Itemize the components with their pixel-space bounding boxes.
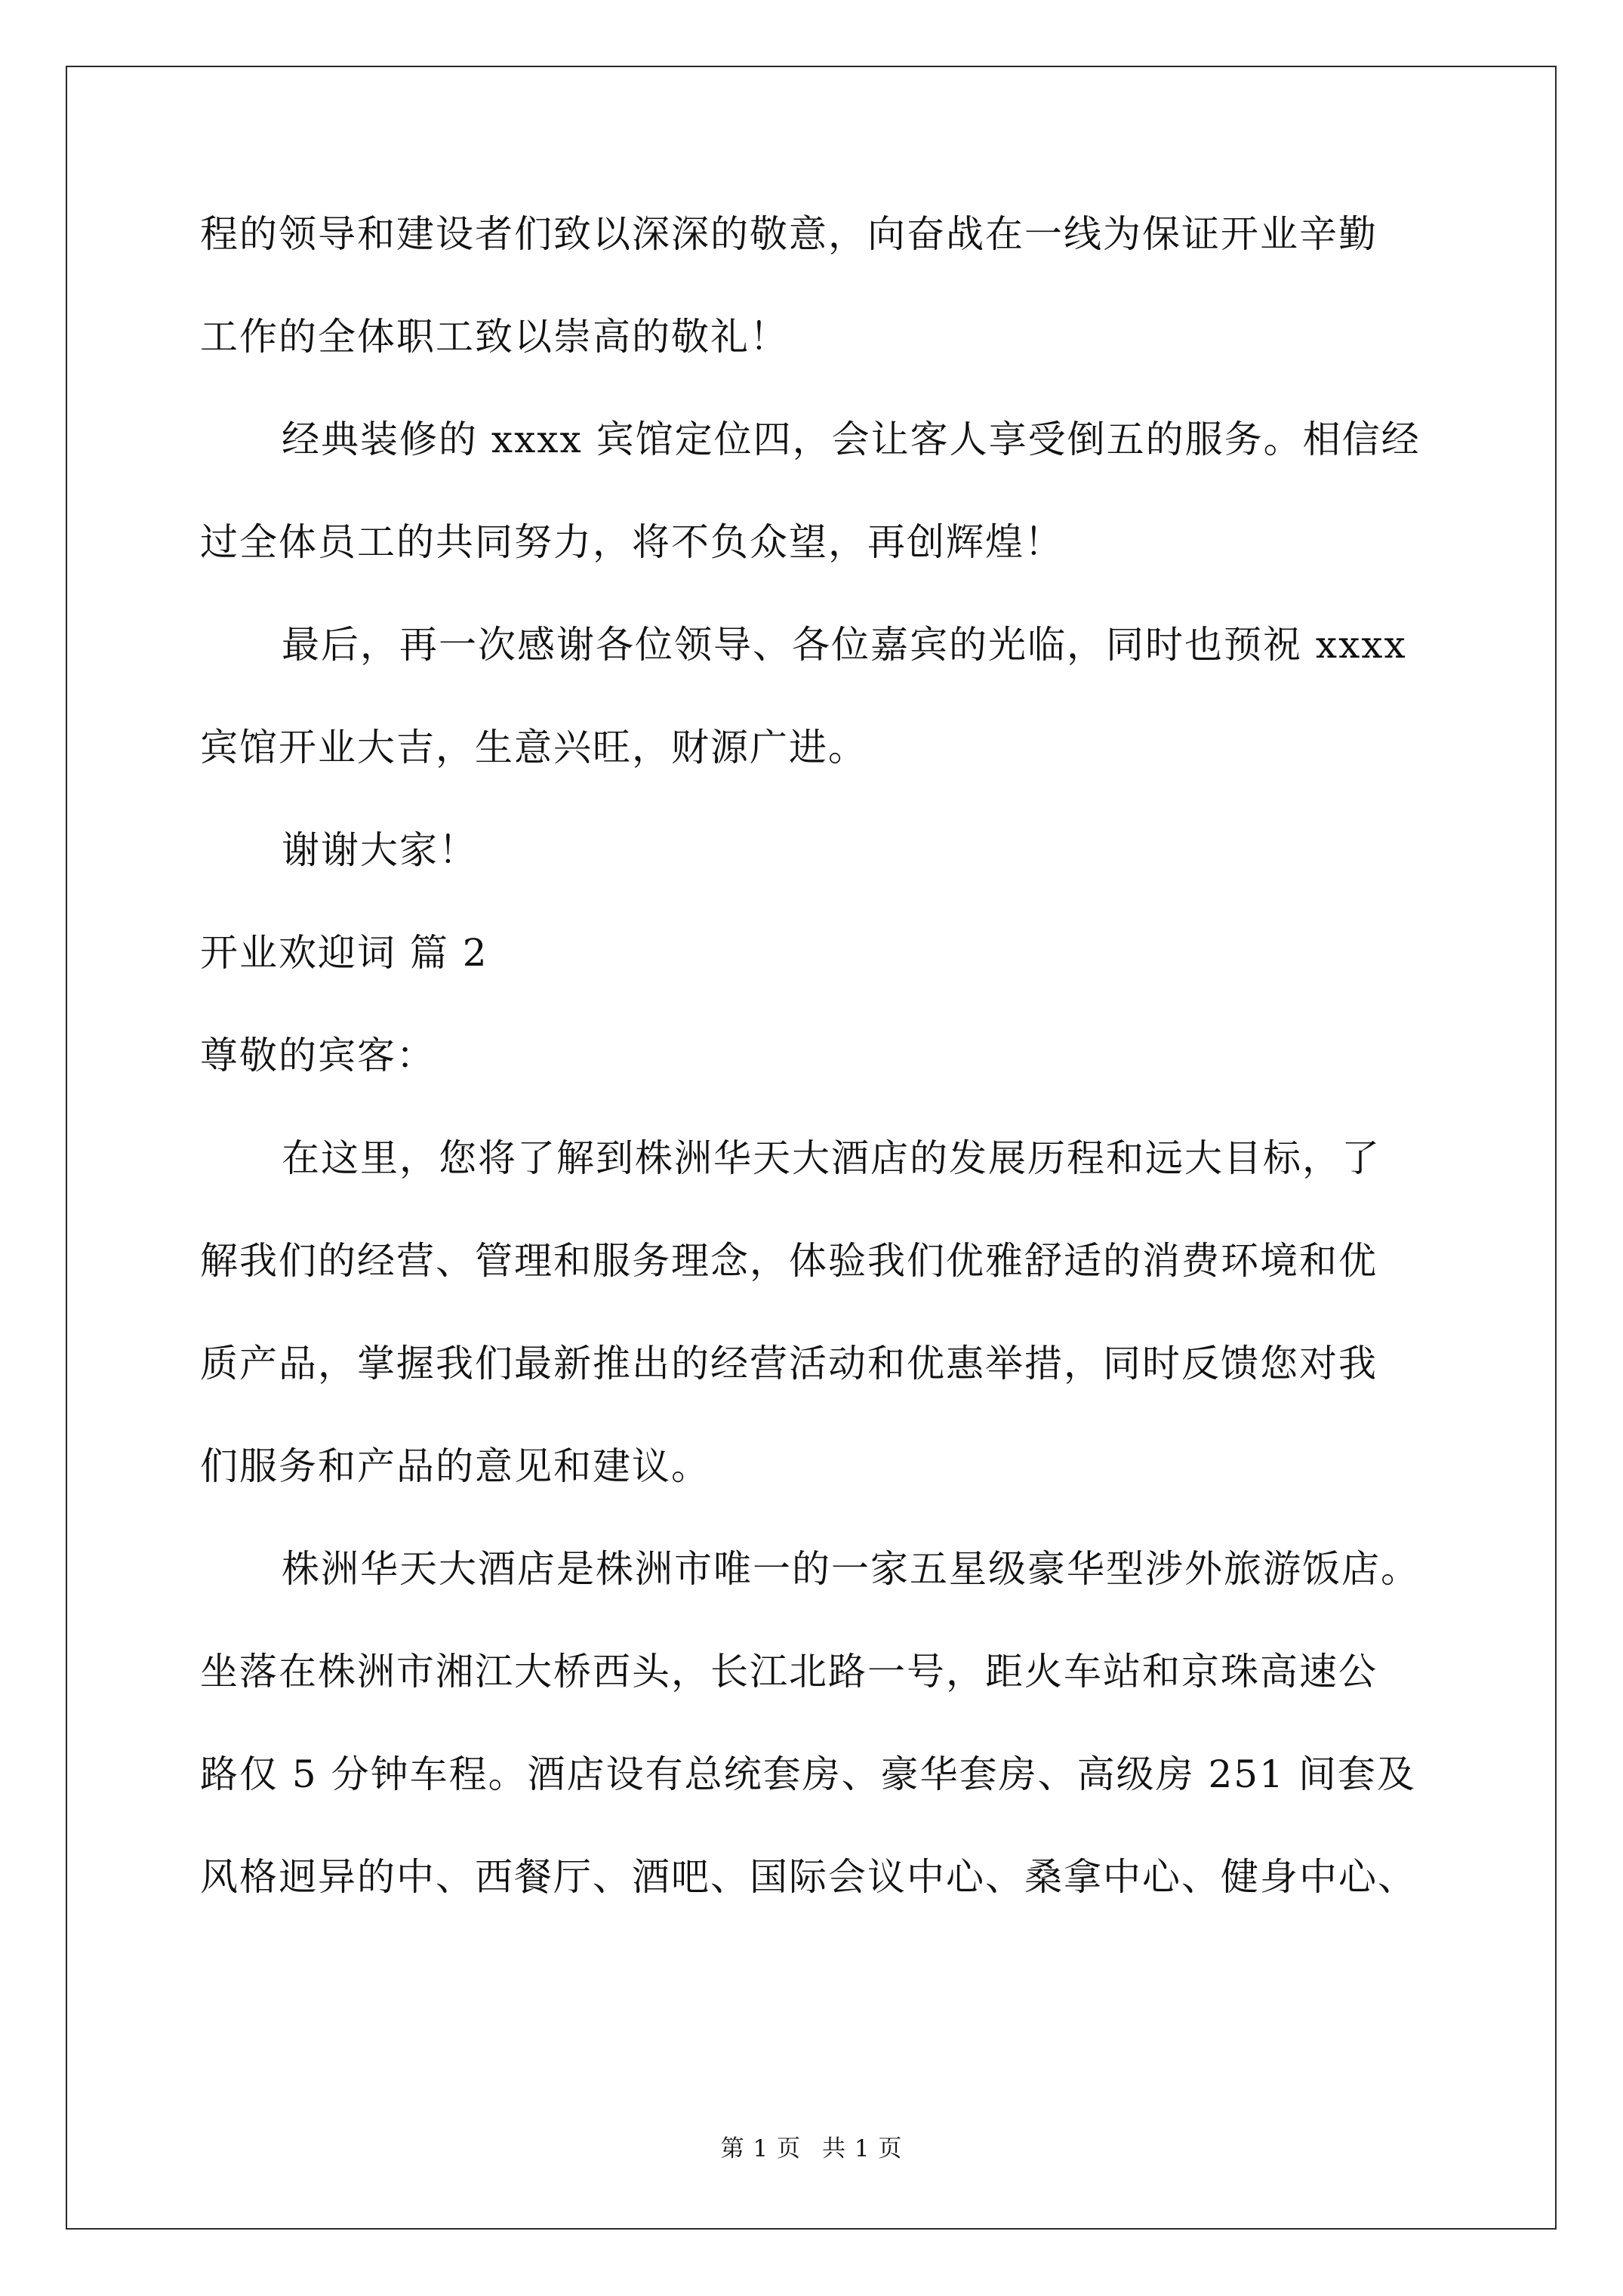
- document-body: [200, 208, 1438, 1953]
- page-number: 第 1 页: [720, 2135, 801, 2162]
- text-line-3: 经典装修的 xxxx 宾馆定位四，会让客人享受倒五的服务。相信经: [282, 418, 1421, 461]
- text-line-17: 风格迥异的中、西餐厅、酒吧、国际会议中心、桑拿中心、健身中心、: [200, 1855, 1417, 1899]
- text-line-15: 坐落在株洲市湘江大桥西头，长江北路一号，距火车站和京珠高速公: [200, 1650, 1378, 1693]
- text-line-16: 路仅 5 分钟车程。酒店设有总统套房、豪华套房、高级房 251 间套及: [200, 1752, 1416, 1796]
- page-total: 共 1 页: [822, 2135, 903, 2162]
- text-line-2: 工作的全体职工致以崇高的敬礼！: [200, 315, 789, 359]
- text-line-1: 程的领导和建设者们致以深深的敬意，向奋战在一线为保证开业辛勤: [200, 212, 1378, 256]
- page-footer: [0, 2129, 1623, 2163]
- text-line-12: 质产品，掌握我们最新推出的经营活动和优惠举措，同时反馈您对我: [200, 1342, 1378, 1385]
- text-line-4: 过全体员工的共同努力，将不负众望，再创辉煌！: [200, 520, 1064, 564]
- text-line-10: 在这里，您将了解到株洲华天大酒店的发展历程和远大目标，了: [282, 1136, 1381, 1180]
- text-line-11: 解我们的经营、管理和服务理念，体验我们优雅舒适的消费环境和优: [200, 1239, 1378, 1283]
- text-line-14: 株洲华天大酒店是株洲市唯一的一家五星级豪华型涉外旅游饭店。: [282, 1547, 1420, 1591]
- section-heading: 开业欢迎词 篇 2: [200, 931, 488, 975]
- text-line-6: 宾馆开业大吉，生意兴旺，财源广进。: [200, 726, 867, 769]
- salutation: 尊敬的宾客：: [200, 1034, 436, 1077]
- text-line-7: 谢谢大家！: [282, 828, 478, 872]
- text-line-5: 最后，再一次感谢各位领导、各位嘉宾的光临，同时也预祝 xxxx: [282, 623, 1407, 667]
- text-line-13: 们服务和产品的意见和建议。: [200, 1444, 710, 1488]
